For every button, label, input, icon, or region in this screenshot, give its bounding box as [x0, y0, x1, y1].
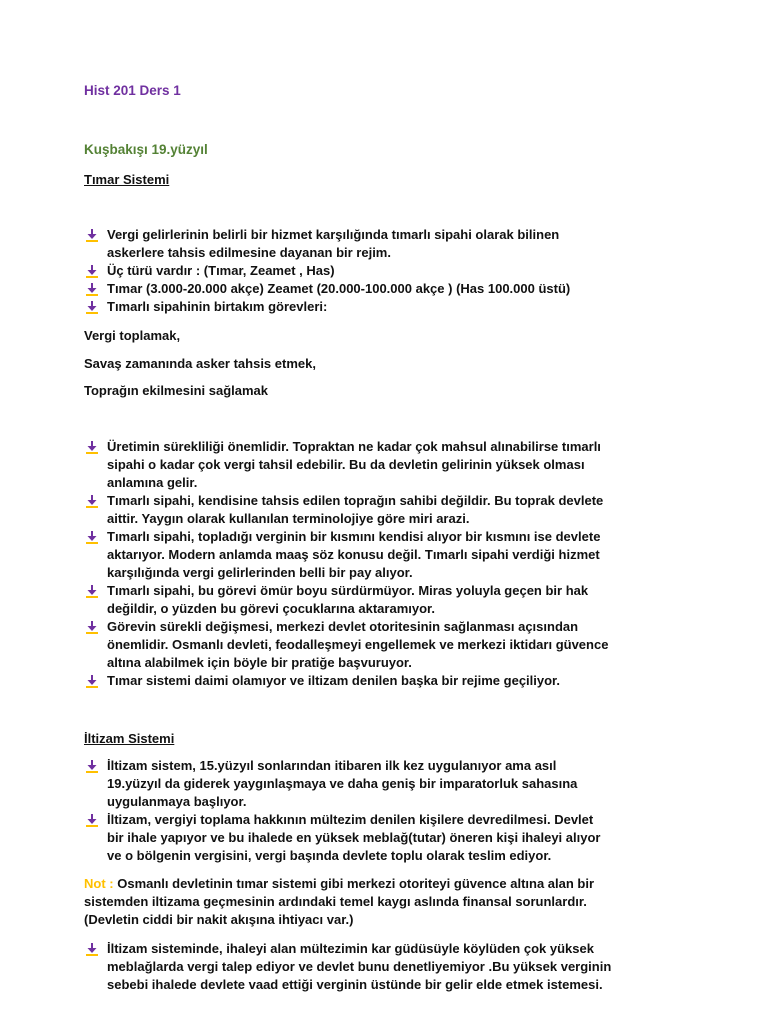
bullet-line: İltizam sisteminde, ihaleyi alan mültezimin kar güdüsüyle köylüden çok yüksek: [107, 941, 594, 956]
bullet-line: bir ihale yapıyor ve bu ihalede en yüksek meblağ(tutar) öneren kişi ihaleyi alıyor: [107, 830, 601, 845]
bullet-line: uygulanmaya başlıyor.: [107, 794, 247, 809]
bullet-line: Tımarlı sipahinin birtakım görevleri:: [107, 299, 328, 314]
bullet-line: İltizam sistem, 15.yüzyıl sonlarından itibaren ilk kez uygulanıyor ama asıl: [107, 758, 557, 773]
timar-bullet-list-1: [84, 226, 704, 316]
bullet-line: Üretimin sürekliliği önemlidir. Topraktan ne kadar çok mahsul alınabilirse tımarlı: [107, 439, 601, 454]
bullet-line: meblağlarda vergi talep ediyor ve devlet bunu denetliyemiyor .Bu yüksek verginin: [107, 959, 612, 974]
bullet-line: 19.yüzyıl da giderek yaygınlaşmaya ve daha geniş bir imparatorluk sahasına: [107, 776, 578, 791]
section-heading-timar: Tımar Sistemi: [84, 172, 170, 187]
arrow-down-to-bar-icon: [86, 531, 98, 544]
timar-bullet-list-2: [84, 438, 704, 690]
bullet-item: [84, 438, 704, 492]
bullet-line: sebebi ihalede devlete vaad ettiği verginin üstünde bir gelir elde etmek istemesi.: [107, 977, 603, 992]
bullet-item: [84, 757, 704, 811]
bullet-line: Tımar (3.000-20.000 akçe) Zeamet (20.000-100.000 akçe ) (Has 100.000 üstü): [107, 281, 571, 296]
bullet-line: altına alabilmek için böyle bir pratiğe başvuruyor.: [107, 655, 412, 670]
bullet-line: önemlidir. Osmanlı devleti, feodalleşmeyi engellemek ve merkezi iktidarı güvence: [107, 637, 609, 652]
note-label: Not :: [84, 876, 114, 891]
bullet-line: İltizam, vergiyi toplama hakkının mültezim denilen kişilere devredilmesi. Devlet: [107, 812, 594, 827]
document-subtitle: Kuşbakışı 19.yüzyıl: [84, 142, 208, 157]
bullet-line: Görevin sürekli değişmesi, merkezi devlet otoritesinin sağlanması açısından: [107, 619, 579, 634]
iltizam-bullet-list-2: [84, 940, 704, 994]
note-line-2: sistemden iltizama geçmesinin ardındaki temel kaygı aslında finansal sorunlardır.: [84, 894, 587, 909]
bullet-line: Tımarlı sipahi, topladığı verginin bir kısmını kendisi alıyor bir kısmını ise devlete: [107, 529, 601, 544]
bullet-line: aktarıyor. Modern anlamda maaş söz konusu değil. Tımarlı sipahi verdiği hizmet: [107, 547, 600, 562]
bullet-line: Vergi gelirlerinin belirli bir hizmet karşılığında tımarlı sipahi olarak bilinen: [107, 227, 560, 242]
bullet-item: [84, 280, 704, 298]
iltizam-bullet-list-1: [84, 757, 704, 865]
bullet-line: aittir. Yaygın olarak kullanılan terminolojiye göre miri arazi.: [107, 511, 470, 526]
duty-1: Vergi toplamak,: [84, 328, 181, 343]
bullet-item: [84, 582, 704, 618]
bullet-item: [84, 528, 704, 582]
section-heading-iltizam: İltizam Sistemi: [84, 731, 175, 746]
bullet-item: [84, 492, 704, 528]
arrow-down-to-bar-icon: [86, 283, 98, 296]
bullet-line: askerlere tahsis edilmesine dayanan bir rejim.: [107, 245, 391, 260]
note-line-1: Osmanlı devletinin tımar sistemi gibi merkezi otoriteyi güvence altına alan bir: [113, 876, 595, 891]
arrow-down-to-bar-icon: [86, 760, 98, 773]
arrow-down-to-bar-icon: [86, 265, 98, 278]
arrow-down-to-bar-icon: [86, 814, 98, 827]
bullet-line: ve o bölgenin vergisini, vergi başında devlete toplu olarak teslim ediyor.: [107, 848, 552, 863]
arrow-down-to-bar-icon: [86, 495, 98, 508]
bullet-item: [84, 226, 704, 262]
arrow-down-to-bar-icon: [86, 675, 98, 688]
bullet-item: [84, 298, 704, 316]
bullet-line: Üç türü vardır : (Tımar, Zeamet , Has): [107, 263, 335, 278]
arrow-down-to-bar-icon: [86, 229, 98, 242]
arrow-down-to-bar-icon: [86, 943, 98, 956]
bullet-line: değildir, o yüzden bu görevi çocuklarına aktaramıyor.: [107, 601, 435, 616]
arrow-down-to-bar-icon: [86, 621, 98, 634]
arrow-down-to-bar-icon: [86, 301, 98, 314]
document-title: Hist 201 Ders 1: [84, 83, 181, 98]
bullet-line: sipahi o kadar çok vergi tahsil edebilir. Bu da devletin gelirinin yüksek olması: [107, 457, 585, 472]
bullet-item: [84, 940, 704, 994]
bullet-line: Tımarlı sipahi, bu görevi ömür boyu sürdürmüyor. Miras yoluyla geçen bir hak: [107, 583, 589, 598]
duty-3: Toprağın ekilmesini sağlamak: [84, 383, 268, 398]
bullet-item: [84, 672, 704, 690]
bullet-item: [84, 262, 704, 280]
duty-2: Savaş zamanında asker tahsis etmek,: [84, 356, 316, 371]
note-paragraph: [84, 875, 704, 929]
arrow-down-to-bar-icon: [86, 585, 98, 598]
bullet-line: anlamına gelir.: [107, 475, 198, 490]
note-line-3: (Devletin ciddi bir nakit akışına ihtiyacı var.): [84, 912, 354, 927]
bullet-item: [84, 811, 704, 865]
bullet-line: Tımarlı sipahi, kendisine tahsis edilen toprağın sahibi değildir. Bu toprak devlete: [107, 493, 604, 508]
bullet-line: Tımar sistemi daimi olamıyor ve iltizam denilen başka bir rejime geçiliyor.: [107, 673, 561, 688]
arrow-down-to-bar-icon: [86, 441, 98, 454]
bullet-item: [84, 618, 704, 672]
bullet-line: karşılığında vergi gelirlerinden belli bir pay alıyor.: [107, 565, 413, 580]
